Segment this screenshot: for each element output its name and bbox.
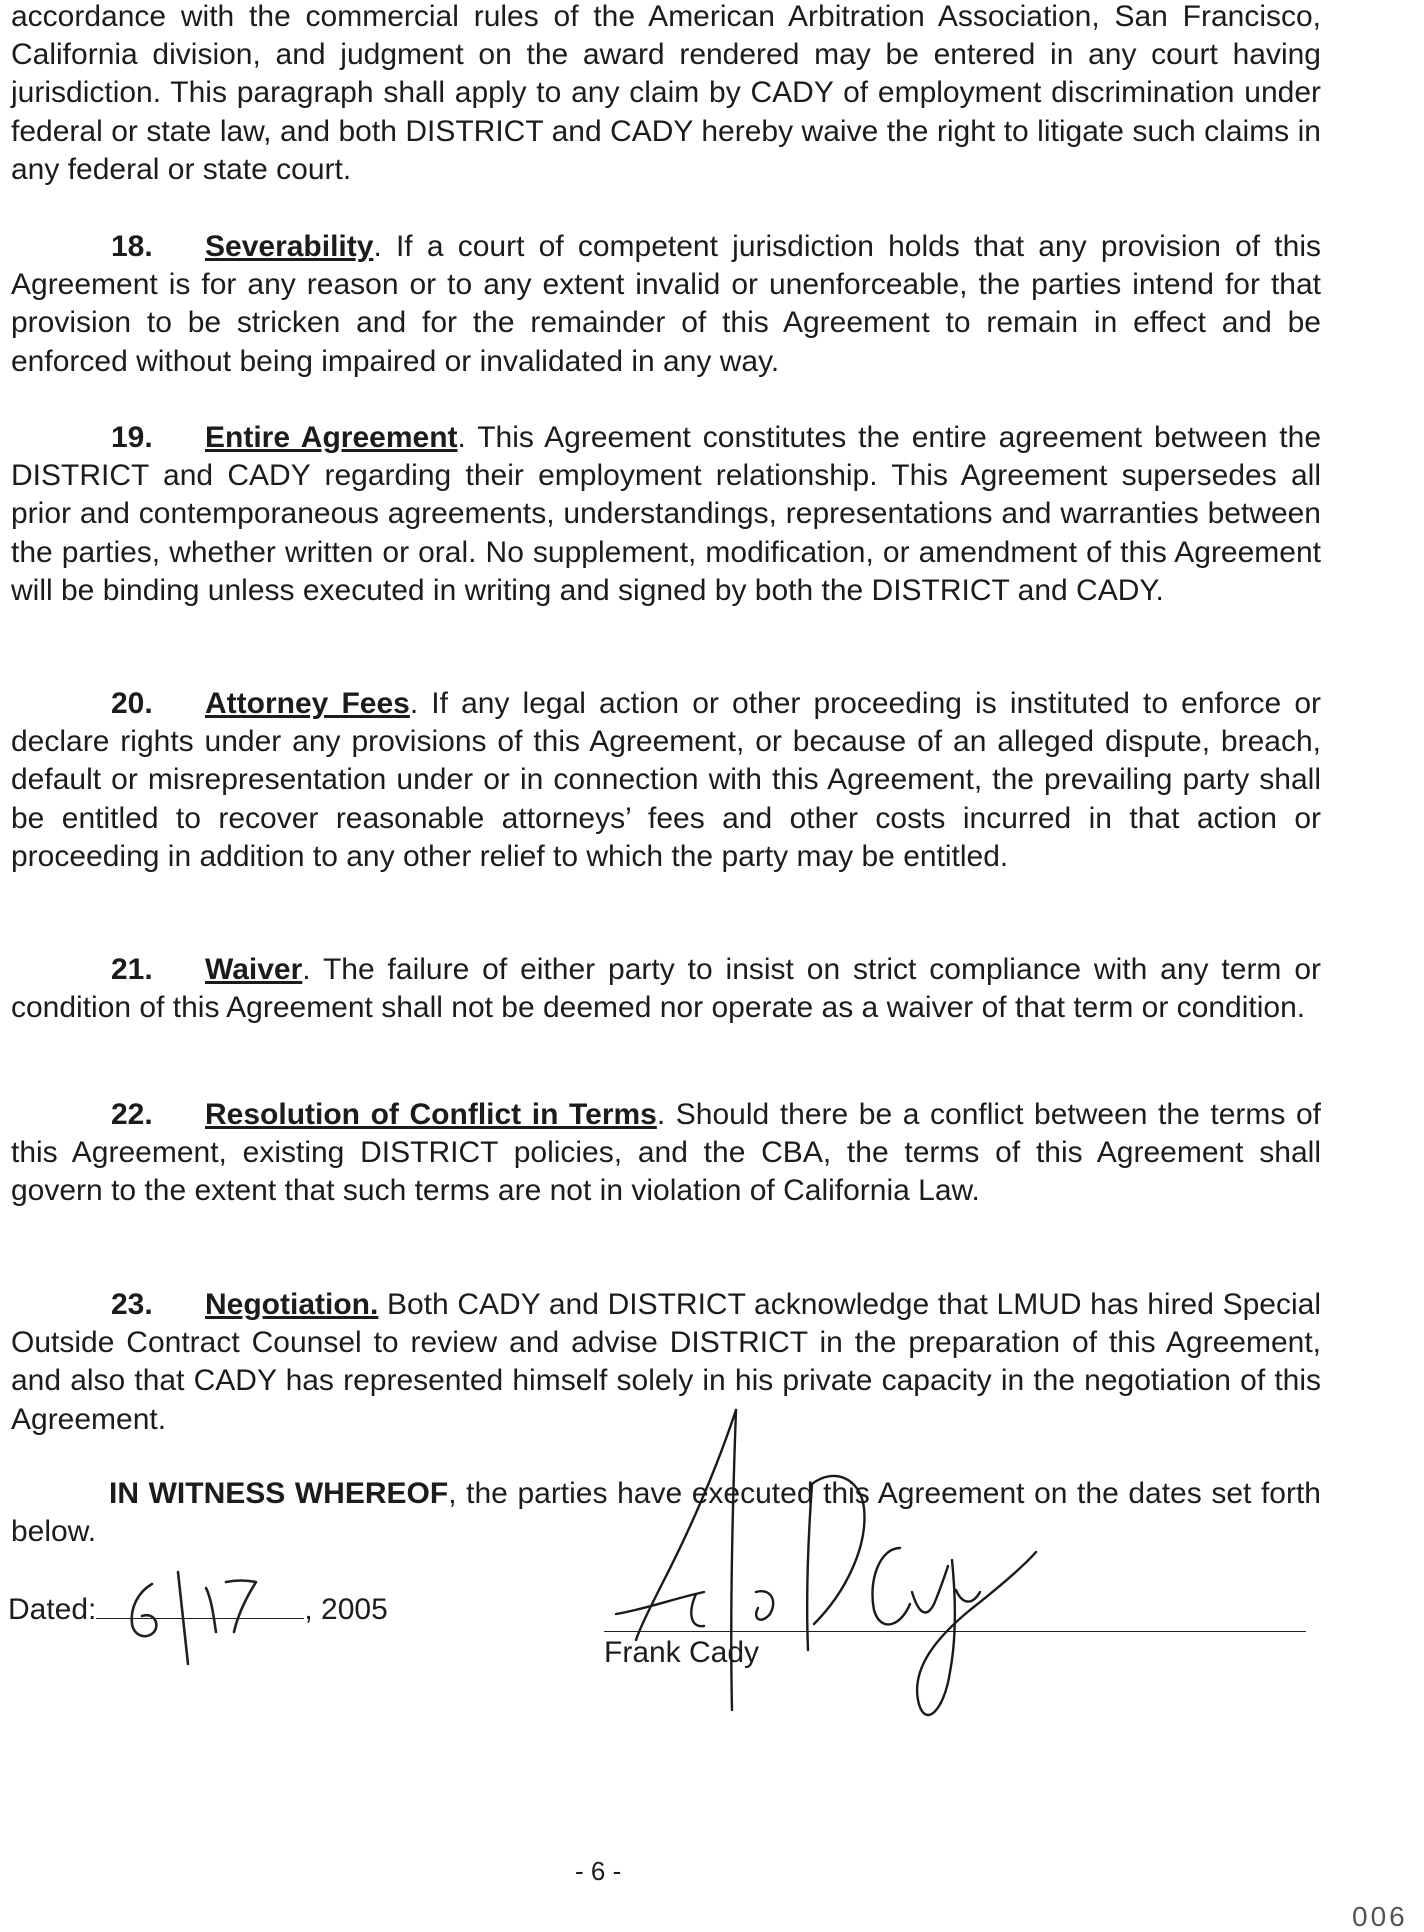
section-number: 22.: [111, 1098, 153, 1131]
section-heading: Waiver: [205, 953, 303, 986]
section-heading: Attorney Fees: [205, 687, 410, 720]
handwritten-date: [132, 1572, 256, 1664]
section-body: . If a court of competent jurisdiction holds that any provision of this Agreement is for any reason or to any extent invalid or unenforceable, the parties intend for that provision to be stricken and for the remainder of this Agreement to remain in effect and be enforced without being impaired or invalidated in any way.: [11, 230, 1321, 378]
section-body: . Should there be a conflict between the terms of this Agreement, existing DISTRICT policies, and the CBA, the terms of this Agreement shall govern to the extent that such terms are not in violation of California Law.: [11, 1098, 1321, 1208]
page-number: - 6 -: [575, 1856, 622, 1886]
signer-name: Frank Cady: [604, 1636, 760, 1669]
section-heading: Negotiation.: [205, 1288, 379, 1321]
section-number: 19.: [111, 421, 153, 454]
section-heading: Severability: [205, 230, 374, 263]
witness-lead: IN WITNESS WHEREOF: [109, 1477, 449, 1510]
section-number: 21.: [111, 953, 153, 986]
section-number: 20.: [111, 687, 153, 720]
signature-frank-cady: [616, 1410, 1036, 1715]
section-body: . This Agreement constitutes the entire agreement between the DISTRICT and CADY regarding their employment relationship. This Agreement supersedes all prior and contemporaneous agreements, understandings, representations and warranties between the parties, whether written or oral. No supplement, modification, or amendment of this Agreement will be binding unless executed in writing and signed by both the DISTRICT and CADY.: [11, 421, 1322, 607]
section-number: 18.: [111, 230, 153, 263]
date-year: , 2005: [304, 1593, 388, 1626]
section-heading: Entire Agreement: [205, 421, 458, 454]
dated-label: Dated:: [8, 1593, 97, 1626]
section-number: 23.: [111, 1288, 153, 1321]
continuation-paragraph: accordance with the commercial rules of the American Arbitration Association, San Francisco, California division, and judgment on the award rendered may be entered in any court having jurisdiction. This paragraph shall apply to any claim by CADY of employment discrimination under federal or state law, and both DISTRICT and CADY hereby waive the right to litigate such claims in any federal or state court.: [11, 0, 1321, 186]
section-body: . If any legal action or other proceeding is instituted to enforce or declare rights under any provisions of this Agreement, or because of an alleged dispute, breach, default or misrepresentation under or in connection with this Agreement, the prevailing party shall be entitled to recover reasonable attorneys’ fees and other costs incurred in that action or proceeding in addition to any other relief to which the party may be entitled.: [11, 687, 1322, 873]
corner-bates-number: 006: [1352, 1901, 1408, 1932]
section-heading: Resolution of Conflict in Terms: [205, 1098, 657, 1131]
section-body: . The failure of either party to insist on strict compliance with any term or condition of this Agreement shall not be deemed nor operate as a waiver of that term or condition.: [11, 953, 1321, 1025]
section-body: Both CADY and DISTRICT acknowledge that LMUD has hired Special Outside Contract Counsel to review and advise DISTRICT in the preparation of this Agreement, and also that CADY has represented himself solely in his private capacity in the negotiation of this Agreement.: [11, 1288, 1321, 1436]
witness-text: , the parties have executed this Agreement on the dates set forth below.: [11, 1477, 1321, 1549]
